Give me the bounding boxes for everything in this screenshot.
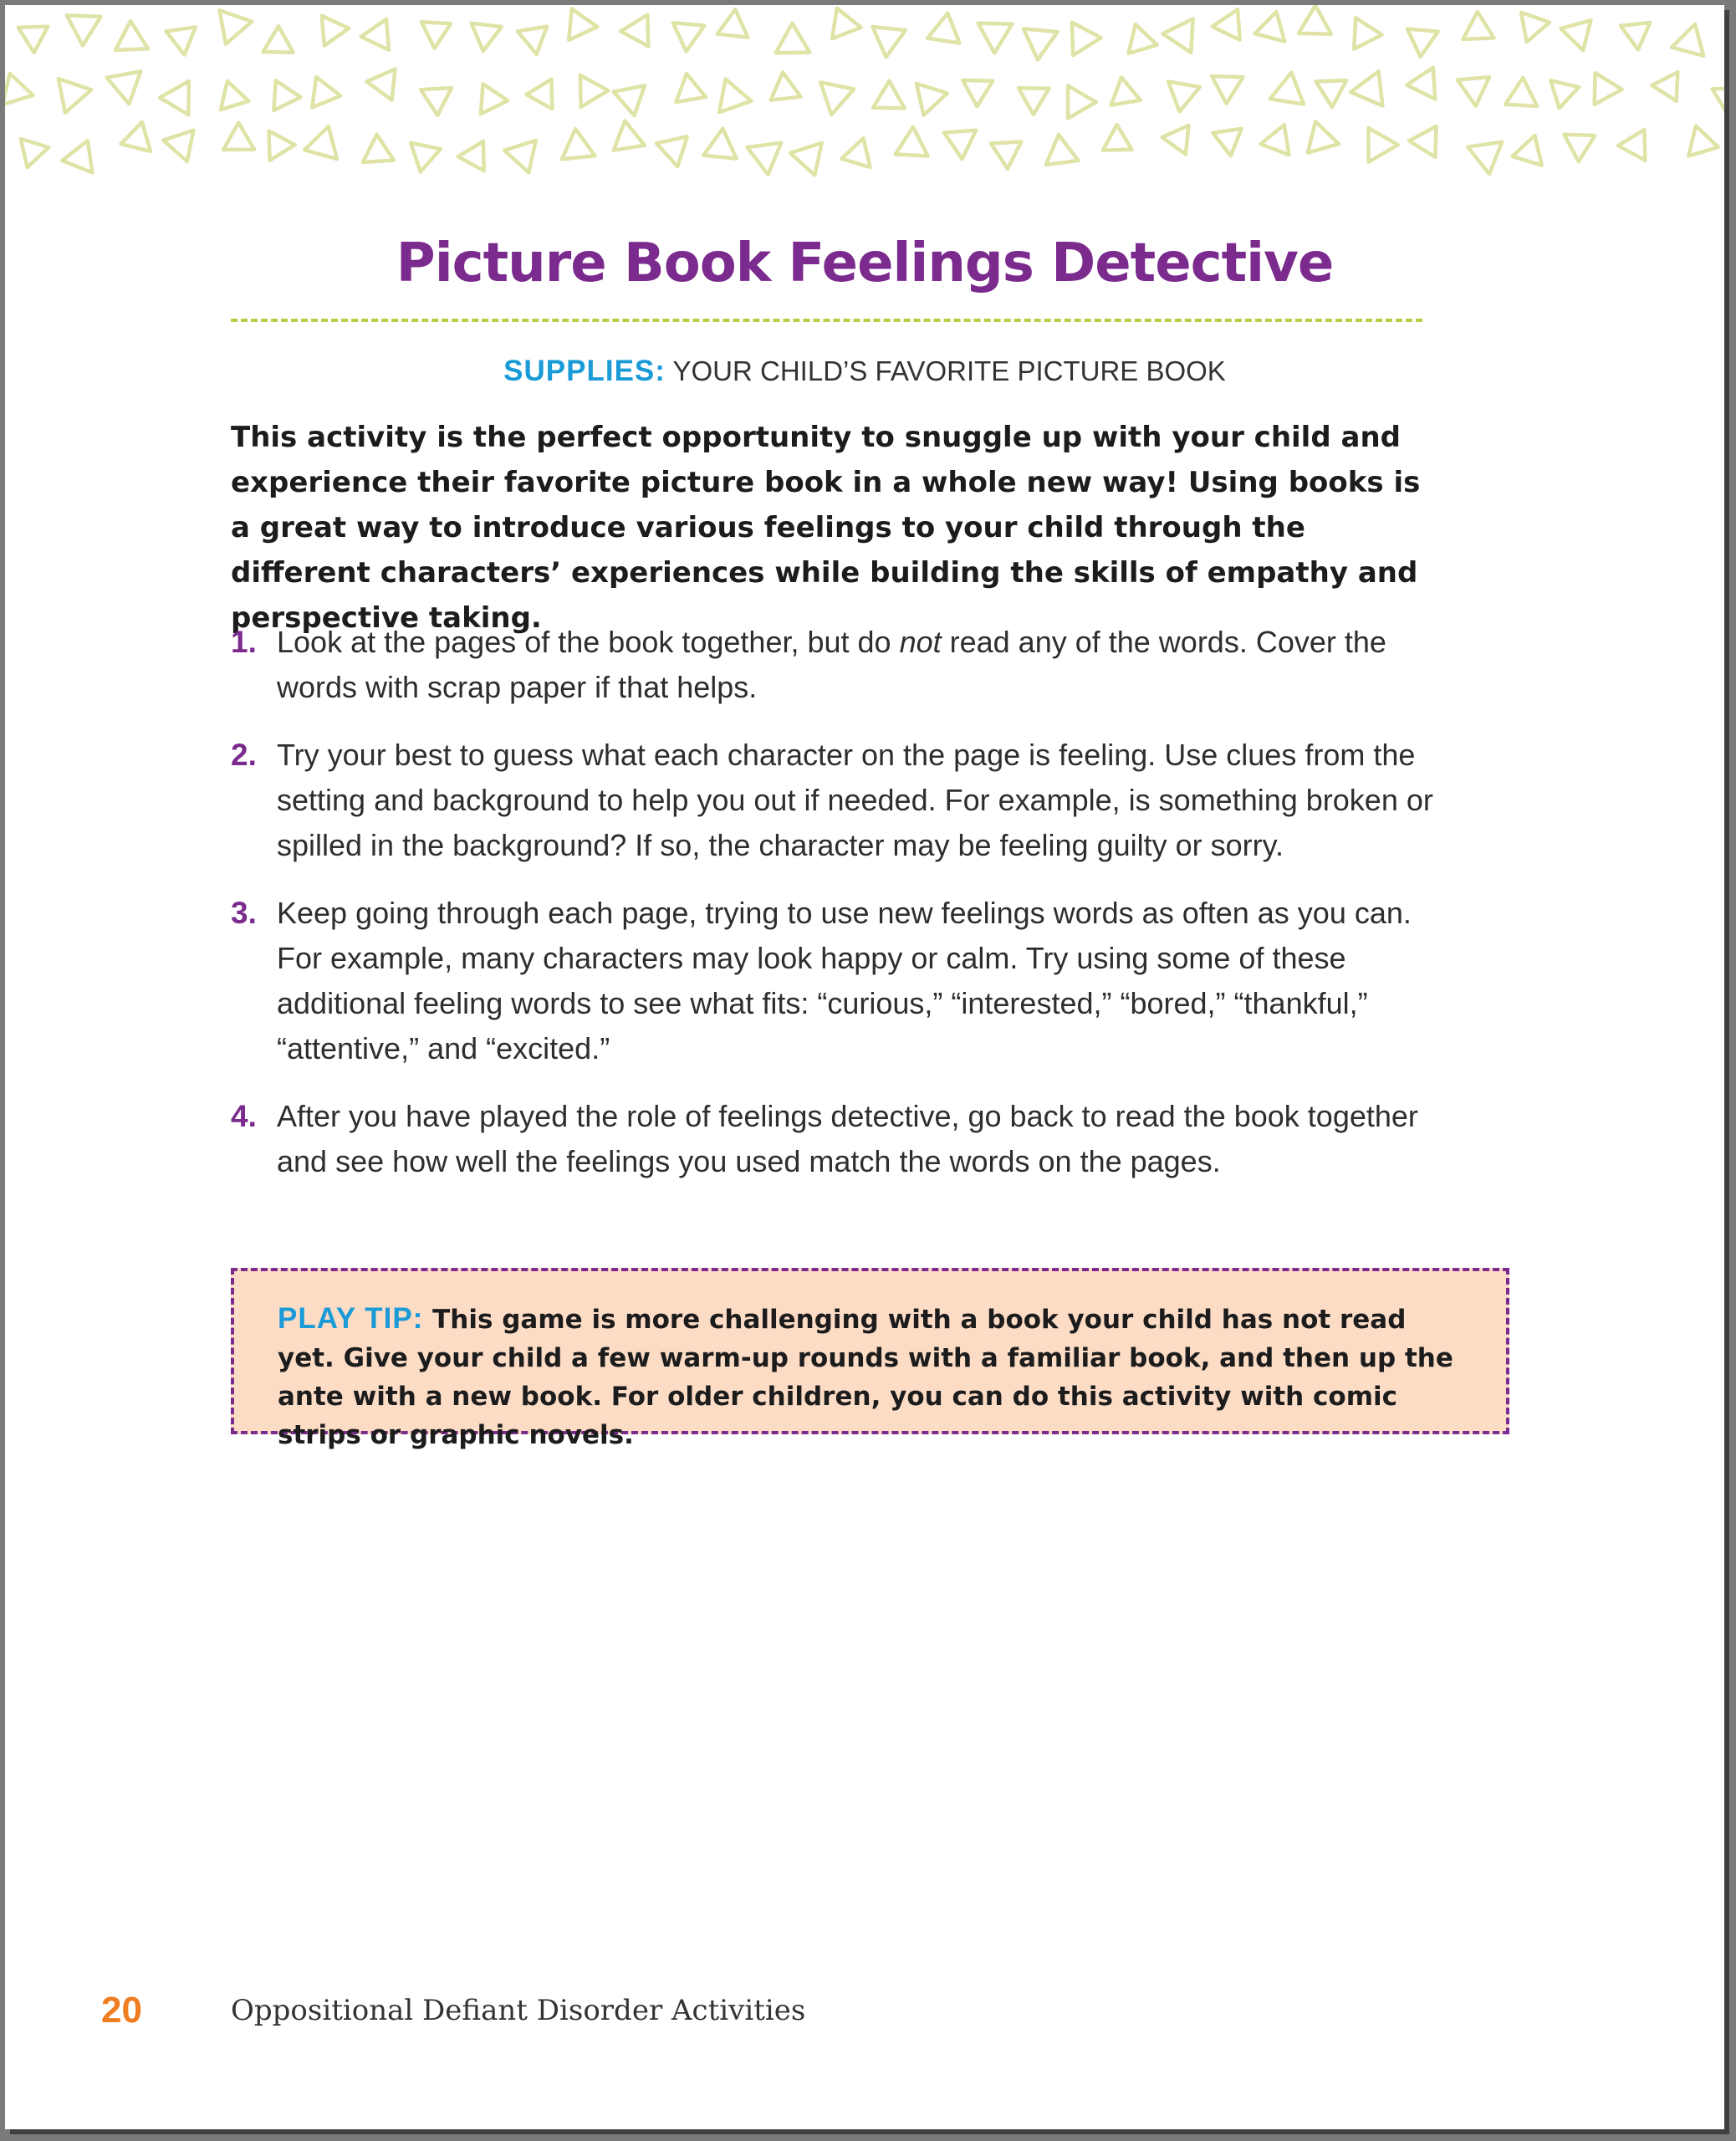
- triangle-shape: [312, 77, 340, 108]
- triangle-shape: [1409, 126, 1437, 157]
- triangle-shape: [614, 86, 645, 116]
- triangle-pattern-header: [5, 5, 1724, 185]
- triangle-shape: [1407, 68, 1435, 100]
- step-text: Try your best to guess what each character on the page is feeling. Use clues from the setting and background to help you out if needed. For example, is something broken or spilled in the background? If so, the character may be feeling guilty or sorry.: [277, 738, 1433, 862]
- triangle-shape: [917, 84, 947, 115]
- triangle-shape: [719, 79, 751, 112]
- triangle-shape: [1463, 12, 1494, 39]
- supplies-line: [5, 355, 1724, 388]
- supplies-value: YOUR CHILD’S FAVORITE PICTURE BOOK: [672, 355, 1226, 386]
- step-item: [231, 891, 1435, 1071]
- triangle-shape: [1621, 23, 1650, 50]
- triangle-shape: [991, 141, 1021, 169]
- triangle-shape: [166, 27, 196, 54]
- steps-list: [231, 620, 1435, 1207]
- triangle-shape: [1565, 135, 1596, 162]
- triangle-shape: [273, 80, 300, 110]
- step-text: After you have played the role of feelings detective, go back to read the book together and see how well the feelings you used match the words on the pages.: [277, 1099, 1418, 1178]
- triangle-shape: [1019, 88, 1049, 115]
- triangle-shape: [1672, 24, 1703, 56]
- triangle-shape: [59, 79, 91, 113]
- play-tip-box: [231, 1268, 1509, 1450]
- triangle-shape: [221, 81, 248, 110]
- step-number: 3.: [231, 896, 257, 930]
- play-tip-text: This game is more challenging with a book your child has not read yet. Give your child a few warm-up rounds with a familiar book, and then up the ante with a new book. For older children, you can do this activity with comic strips or graphic novels.: [278, 1305, 1453, 1450]
- triangle-shape: [1299, 6, 1331, 34]
- triangle-shape: [472, 23, 502, 51]
- step-text: Look at the pages of the book together, but do not read any of the words. Cover the words with scrap paper if that helps.: [277, 625, 1386, 704]
- triangle-shape: [962, 80, 993, 106]
- triangle-shape: [676, 74, 706, 102]
- triangle-shape: [703, 129, 736, 159]
- supplies-label: SUPPLIES:: [503, 355, 666, 387]
- step-item: [231, 1094, 1435, 1184]
- triangle-shape: [62, 141, 92, 172]
- book-title-footer: Oppositional Defiant Disorder Activities: [231, 1994, 806, 2027]
- triangle-shape: [1407, 29, 1438, 58]
- triangle-shape: [927, 13, 959, 43]
- triangle-shape: [1308, 121, 1339, 152]
- triangle-shape: [1213, 129, 1241, 156]
- triangle-shape: [1713, 89, 1724, 117]
- step-text: Keep going through each page, trying to use new feelings words as often as you can. For example, many characters may look happy or calm. Try using some of these additional feeling words to see what fits: “curious,” “interested,” “bored,” “thankful,” “attentive,” and “excited.”: [277, 896, 1412, 1065]
- triangle-shape: [569, 9, 597, 40]
- triangle-shape: [5, 74, 33, 105]
- triangle-shape: [1354, 18, 1381, 49]
- triangle-shape: [481, 84, 508, 114]
- triangle-shape: [1162, 125, 1189, 155]
- triangle-shape: [163, 130, 193, 161]
- triangle-shape: [748, 143, 782, 175]
- triangle-shape: [1046, 135, 1079, 165]
- triangle-shape: [518, 27, 547, 54]
- triangle-shape: [421, 22, 451, 49]
- triangle-shape: [219, 10, 252, 43]
- triangle-shape: [580, 75, 608, 107]
- triangle-shape: [944, 130, 976, 159]
- triangle-shape: [1468, 142, 1502, 174]
- activity-title: Picture Book Feelings Detective: [396, 232, 1334, 294]
- triangle-shape: [115, 21, 148, 50]
- triangle-shape: [361, 19, 389, 50]
- triangle-shape: [1213, 9, 1240, 40]
- triangle-shape: [160, 81, 189, 115]
- triangle-shape: [1111, 77, 1141, 105]
- triangle-shape: [771, 73, 801, 100]
- triangle-shape: [620, 15, 648, 47]
- triangle-shape: [673, 23, 705, 51]
- step-item: [231, 733, 1435, 868]
- triangle-shape: [841, 138, 870, 167]
- triangle-shape: [367, 69, 396, 100]
- triangle-shape: [526, 79, 552, 109]
- triangle-shape: [1316, 80, 1346, 107]
- triangle-shape: [1550, 80, 1579, 108]
- triangle-shape: [1505, 78, 1537, 106]
- triangle-shape: [872, 27, 906, 57]
- triangle-shape: [421, 88, 452, 115]
- triangle-shape: [269, 131, 295, 161]
- triangle-shape: [1368, 128, 1397, 162]
- triangle-shape: [1561, 20, 1591, 50]
- triangle-shape: [717, 9, 748, 37]
- triangle-shape: [820, 83, 854, 115]
- triangle-shape: [1068, 86, 1096, 119]
- triangle-shape: [1688, 126, 1718, 156]
- triangle-shape: [411, 143, 441, 172]
- step-item: [231, 620, 1435, 710]
- triangle-shape: [1521, 13, 1550, 42]
- triangle-shape: [1103, 125, 1132, 150]
- triangle-shape: [363, 135, 394, 162]
- triangle-shape: [1163, 19, 1193, 53]
- triangle-shape: [978, 23, 1013, 54]
- triangle-shape: [458, 141, 484, 171]
- step-emphasis: not: [899, 625, 942, 659]
- step-number: 2.: [231, 738, 257, 772]
- triangle-shape: [1458, 77, 1489, 106]
- page-number: 20: [101, 1990, 142, 2031]
- triangle-shape: [1129, 24, 1157, 54]
- triangle-shape: [1652, 72, 1678, 101]
- triangle-shape: [1351, 71, 1382, 105]
- triangle-shape: [322, 16, 350, 46]
- triangle-shape: [263, 26, 294, 52]
- triangle-shape: [1261, 125, 1289, 155]
- triangle-shape: [1255, 12, 1285, 41]
- triangle-shape: [614, 121, 645, 151]
- triangle-shape: [1168, 82, 1200, 112]
- triangle-shape: [896, 127, 928, 156]
- triangle-shape: [21, 139, 49, 167]
- triangle-shape: [873, 81, 905, 109]
- triangle-shape: [1212, 76, 1243, 104]
- triangle-shape: [121, 122, 151, 151]
- triangle-shape: [107, 71, 141, 104]
- triangle-shape: [504, 141, 536, 173]
- document-page: [5, 5, 1724, 2129]
- triangle-shape: [562, 129, 595, 159]
- triangle-shape: [223, 123, 254, 150]
- triangle-shape: [18, 27, 48, 53]
- triangle-shape: [1618, 130, 1645, 161]
- triangle-shape: [304, 126, 337, 159]
- triangle-shape: [656, 136, 687, 166]
- triangle-shape: [1270, 73, 1304, 105]
- triangle-shape: [832, 8, 860, 39]
- intro-paragraph: This activity is the perfect opportunity to snuggle up with your child and experience their favorite picture book in a whole new way! Using books is a great way to introduce various feelings to your child through the different characters’ experiences while building the skills of empathy and perspective taking.: [231, 421, 1421, 635]
- step-number: 4.: [231, 1099, 257, 1133]
- triangle-shape: [67, 15, 101, 45]
- triangle-shape: [776, 23, 810, 54]
- triangle-shape: [1595, 73, 1622, 105]
- triangle-shape: [1072, 23, 1101, 55]
- play-tip-label: PLAY TIP:: [278, 1302, 424, 1335]
- triangle-shape: [790, 143, 822, 176]
- dashed-divider: [231, 319, 1422, 322]
- triangle-shape: [1024, 28, 1058, 59]
- step-number: 1.: [231, 625, 257, 659]
- triangle-shape: [1513, 135, 1542, 166]
